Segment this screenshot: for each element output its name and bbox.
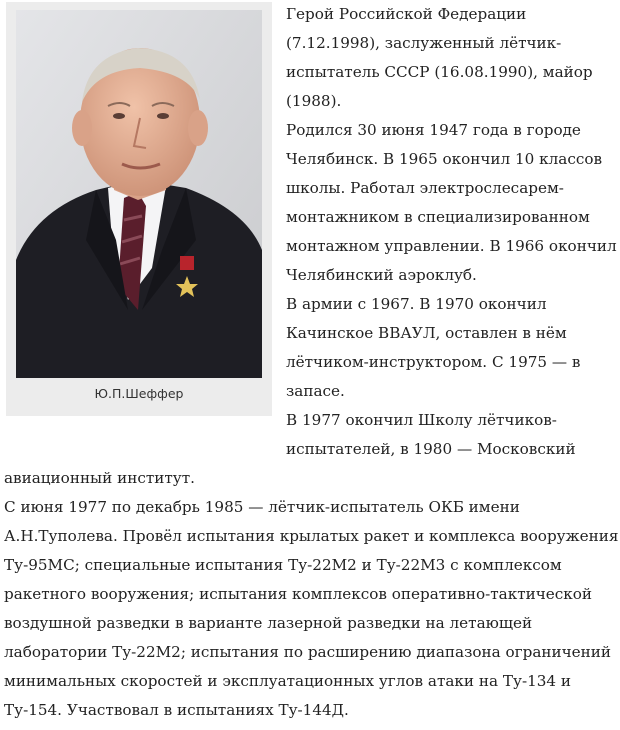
text-line: испытателей, в 1980 — Московский [286, 440, 576, 458]
text-line: воздушной разведки в варианте лазерной разведки на летающей [4, 614, 533, 632]
text-line: В 1977 окончил Школу лётчиков- [286, 411, 557, 429]
text-line: монтажником в специализированном [286, 208, 590, 226]
text-line: (1988). [286, 92, 342, 110]
text-line: В армии с 1967. В 1970 окончил [286, 295, 547, 313]
biography-intro [286, 0, 616, 464]
text-line: монтажном управлении. В 1966 окончил [286, 237, 617, 255]
biography-career [4, 464, 619, 725]
text-line: С июня 1977 по декабрь 1985 — лётчик-испытатель ОКБ имени [4, 498, 520, 516]
text-line: Качинское ВВАУЛ, оставлен в нём [286, 324, 567, 342]
portrait-photo [16, 10, 262, 378]
text-line: Ту-154. Участвовал в испытаниях Ту-144Д. [4, 701, 349, 719]
text-line: Родился 30 июня 1947 года в городе [286, 121, 581, 139]
text-line: Челябинск. В 1965 окончил 10 классов [286, 150, 603, 168]
text-line: школы. Работал электрослесарем- [286, 179, 564, 197]
portrait-figure [6, 2, 272, 416]
text-line: лётчиком-инструктором. С 1975 — в [286, 353, 581, 371]
text-line: Ту-95МС; специальные испытания Ту-22М2 и Ту-22М3 с комплексом [4, 556, 562, 574]
text-line: Челябинский аэроклуб. [286, 266, 477, 284]
text-line: минимальных скоростей и эксплуатационных углов атаки на Ту-134 и [4, 672, 572, 690]
text-line: (7.12.1998), заслуженный лётчик- [286, 34, 562, 52]
text-line: А.Н.Туполева. Провёл испытания крылатых ракет и комплекса вооружения [4, 527, 619, 545]
text-line: лаборатории Ту-22М2; испытания по расширению диапазона ограничений [4, 643, 612, 661]
text-line: испытатель СССР (16.08.1990), майор [286, 63, 593, 81]
portrait-caption: Ю.П.Шеффер [94, 386, 184, 401]
text-line: авиационный институт. [4, 469, 195, 487]
text-line: запасе. [286, 382, 345, 400]
text-line: Герой Российской Федерации [286, 5, 527, 23]
text-line: ракетного вооружения; испытания комплексов оперативно-тактической [4, 585, 593, 603]
